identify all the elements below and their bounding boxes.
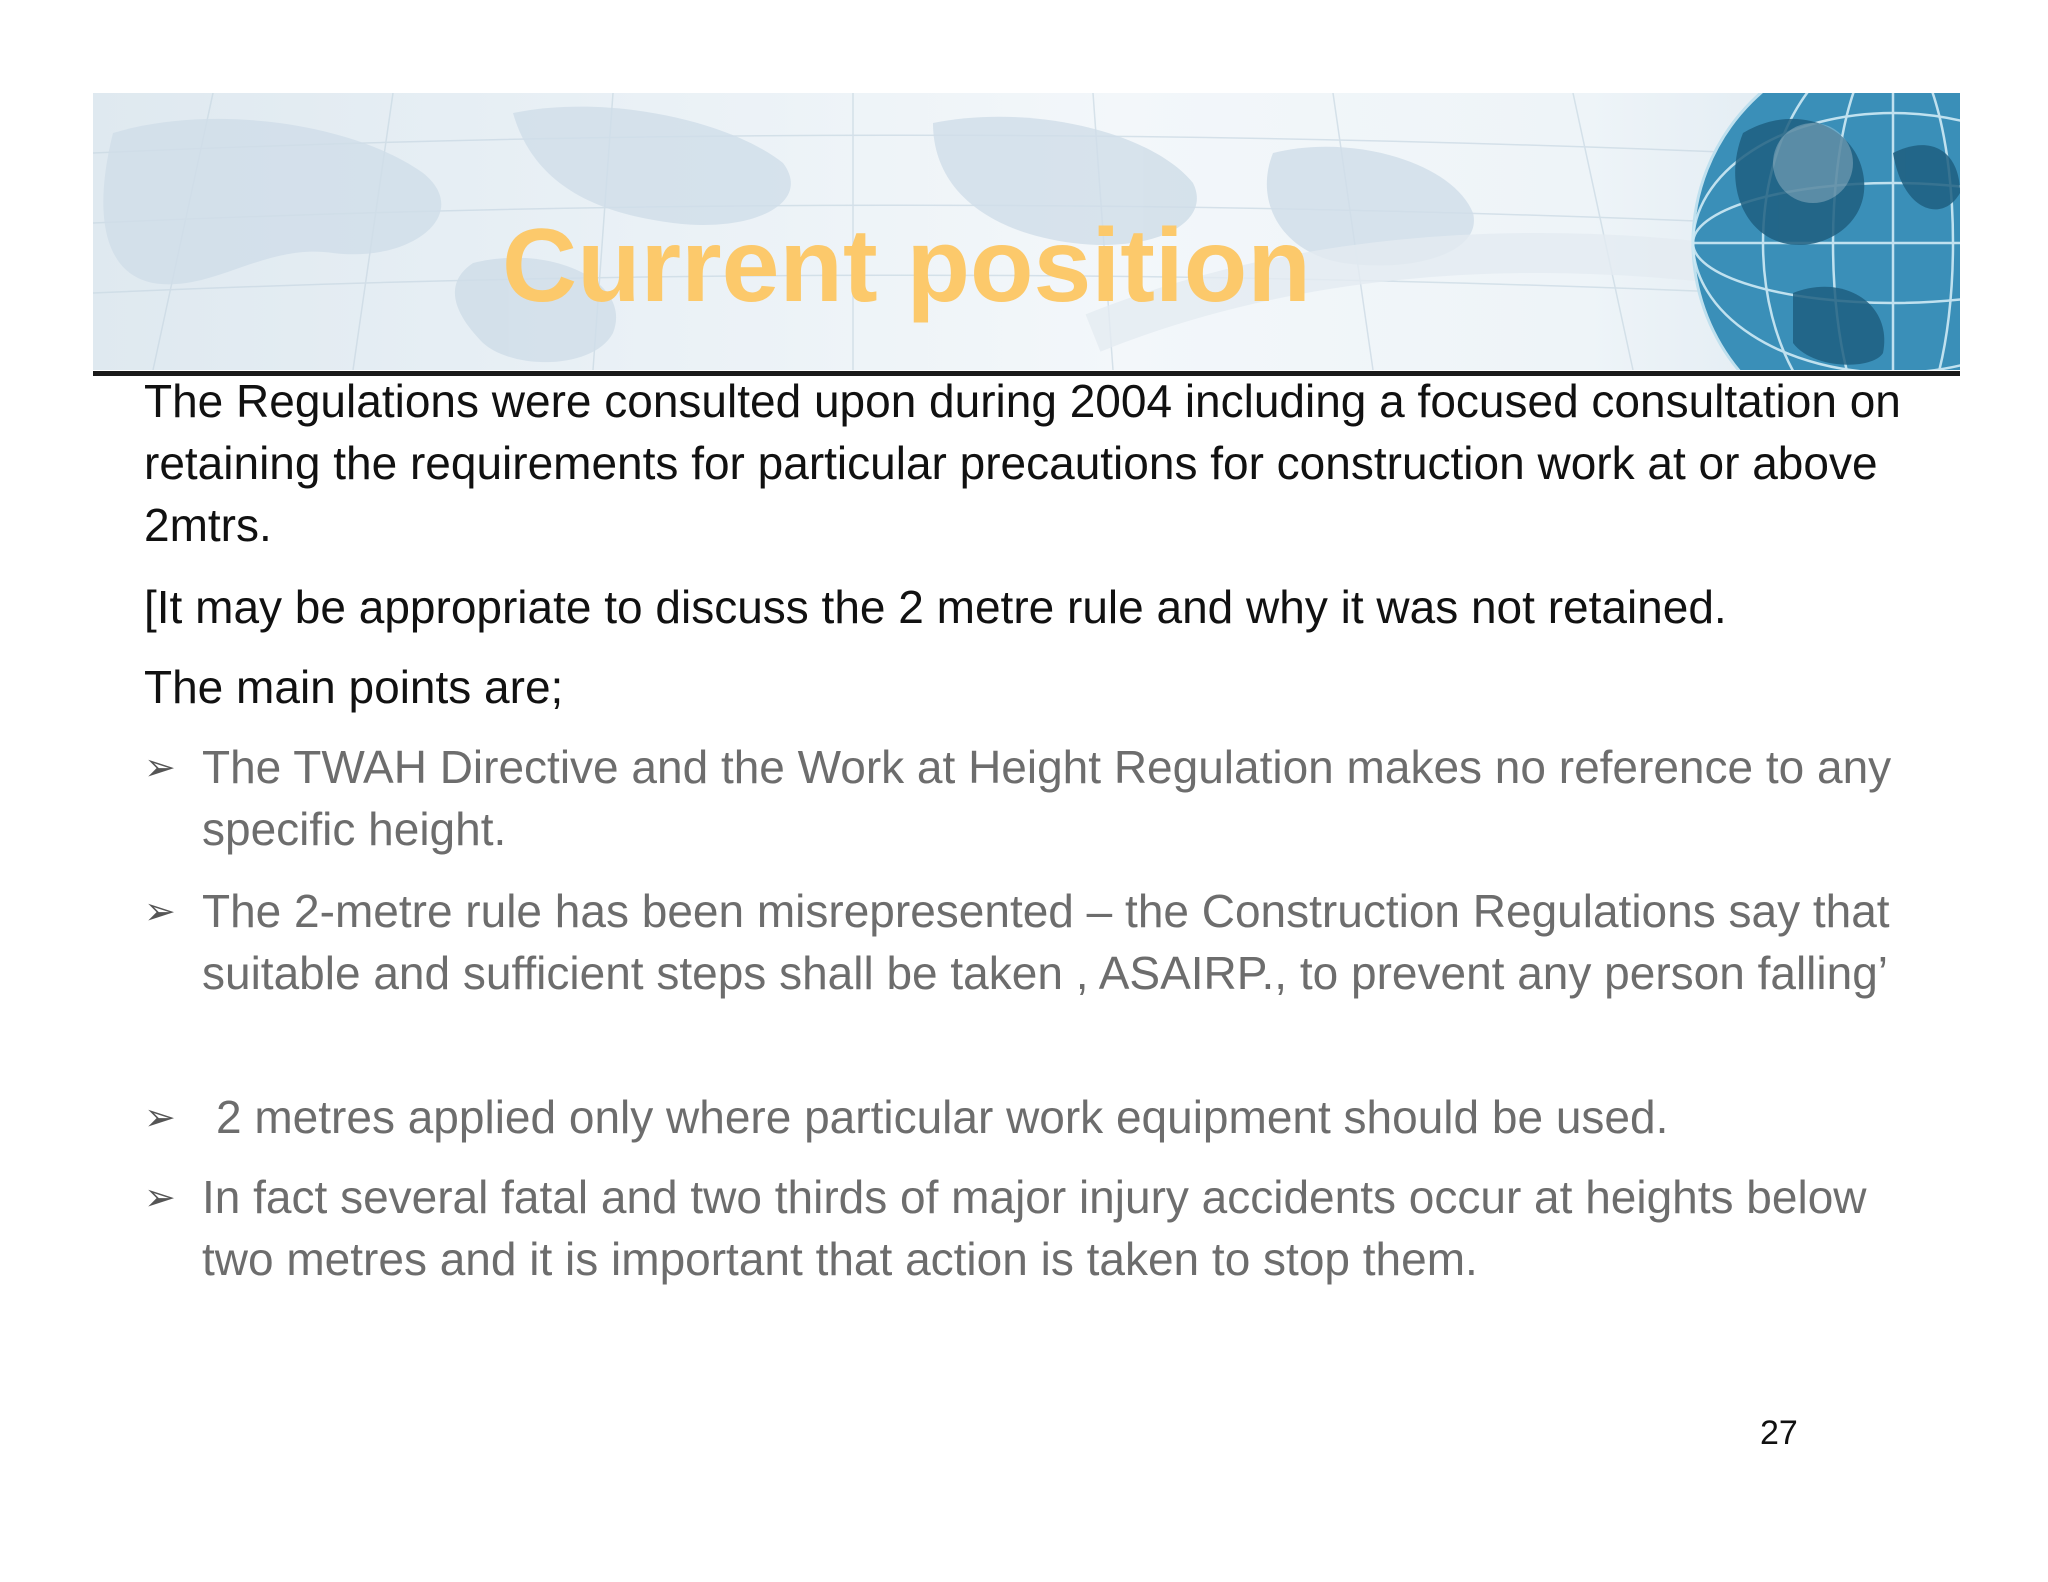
bullet-item xyxy=(144,1086,1944,1148)
bullet-text: In fact several fatal and two thirds of major injury accidents occur at heights below two metres and it is important that action is taken to stop them. xyxy=(202,1171,1867,1285)
bullet-item xyxy=(144,880,1944,1004)
bullet-text: The TWAH Directive and the Work at Height Regulation makes no reference to any specific height. xyxy=(202,741,1892,855)
main-points-lead: The main points are; xyxy=(144,661,564,713)
arrowhead-bullet-icon: ➢ xyxy=(144,1095,176,1139)
arrowhead-bullet-icon: ➢ xyxy=(144,745,176,789)
page-number: 27 xyxy=(1760,1414,1798,1452)
globe-icon xyxy=(1693,93,1960,370)
bullet-item xyxy=(144,736,1944,860)
bullet-text: The 2-metre rule has been misrepresented – the Construction Regulations say that suitable and sufficient steps shall be taken , ASAIRP., to prevent any person falling’ xyxy=(202,885,1890,999)
bullet-text: 2 metres applied only where particular work equipment should be used. xyxy=(216,1091,1669,1143)
bullet-item xyxy=(144,1166,1944,1290)
arrowhead-bullet-icon: ➢ xyxy=(144,889,176,933)
discussion-note: [It may be appropriate to discuss the 2 metre rule and why it was not retained. xyxy=(144,581,1727,633)
intro-paragraph: The Regulations were consulted upon during 2004 including a focused consultation on retaining the requirements for particular precautions for construction work at or above 2mtrs. xyxy=(144,375,1901,551)
arrowhead-bullet-icon: ➢ xyxy=(144,1175,176,1219)
slide-title: Current position xyxy=(502,208,1311,324)
